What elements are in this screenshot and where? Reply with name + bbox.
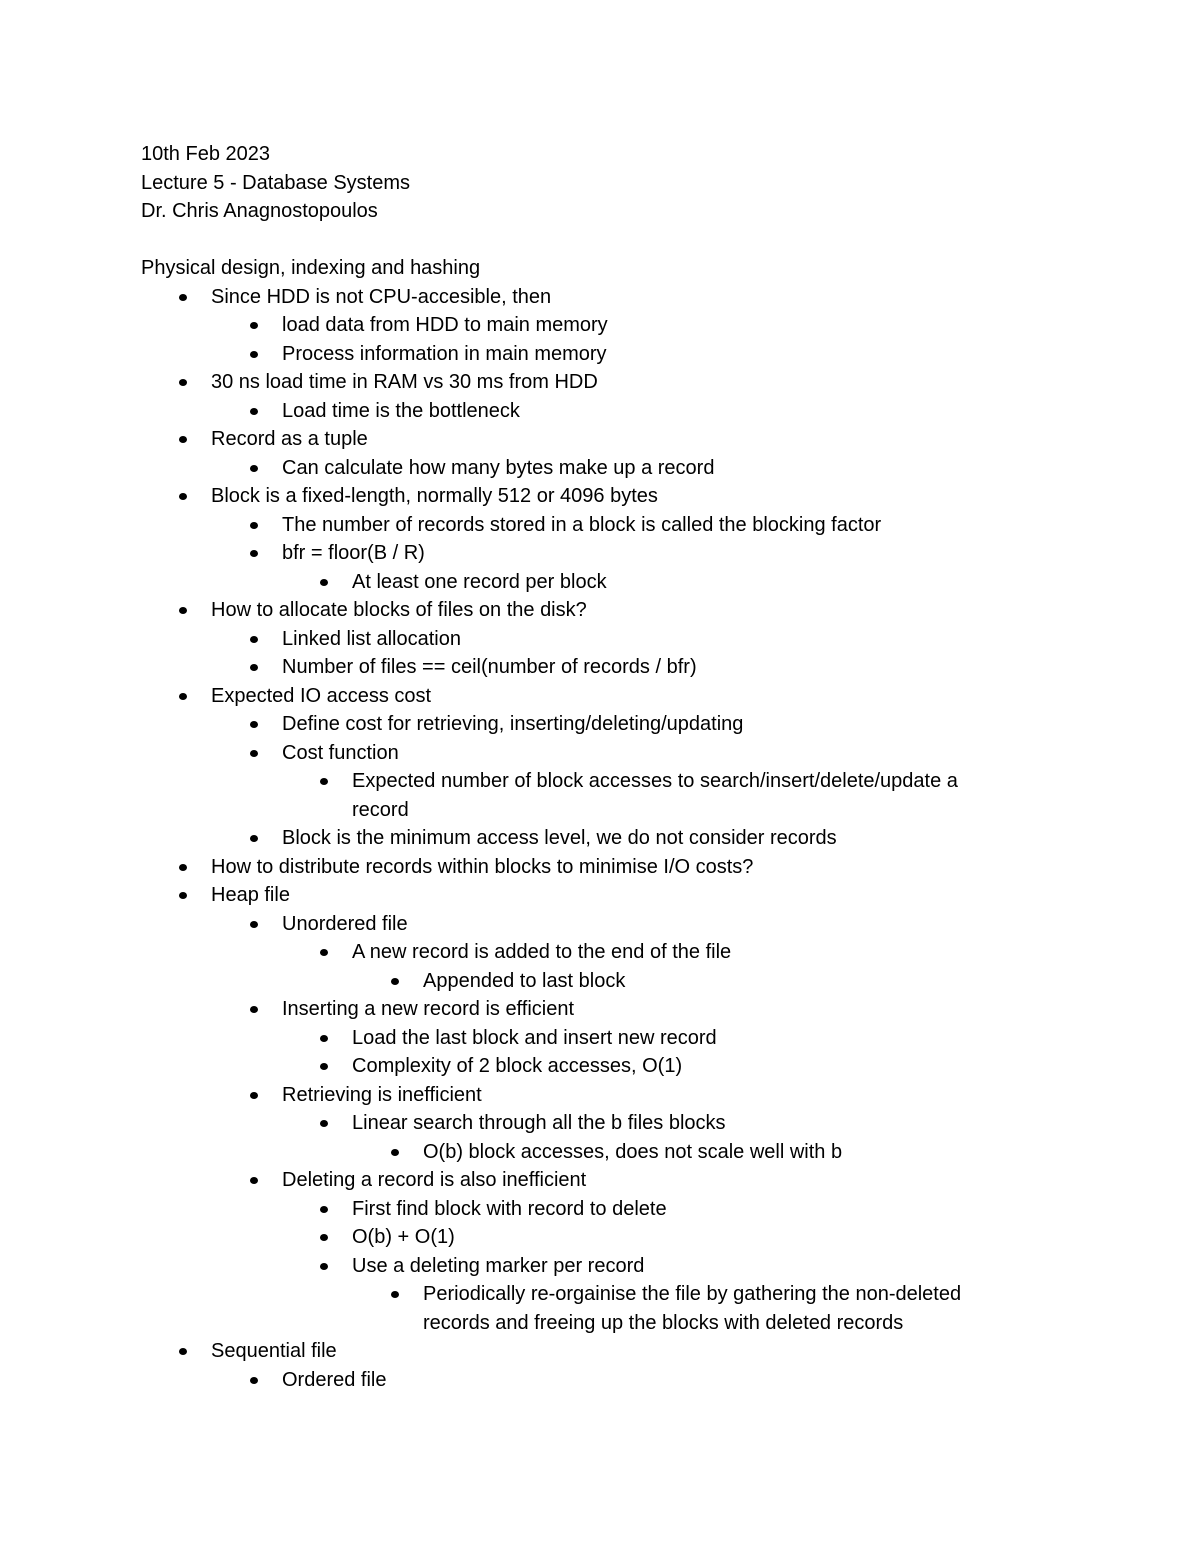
bullet-icon — [250, 835, 258, 842]
list-item-text: Unordered file — [282, 912, 408, 935]
list-item-text: Complexity of 2 block accesses, O(1) — [352, 1055, 683, 1077]
list-item — [141, 1109, 1041, 1138]
list-item-text: First find block with record to delete — [352, 1197, 667, 1220]
list-item — [141, 397, 1041, 426]
bullet-icon — [179, 493, 187, 500]
bullet-icon — [320, 1206, 328, 1213]
list-item — [141, 1337, 1041, 1366]
list-item-text: Linear search through all the b files blocks — [352, 1112, 726, 1134]
bullet-icon — [250, 408, 258, 415]
bullet-icon — [179, 379, 187, 386]
document-page — [141, 140, 1041, 1394]
bullet-icon — [250, 550, 258, 557]
list-item-text: O(b) + O(1) — [352, 1226, 455, 1248]
list-item-text: Load the last block and insert new record — [352, 1026, 717, 1049]
bullet-icon — [320, 1234, 328, 1241]
bullet-icon — [179, 607, 187, 614]
bullet-icon — [320, 579, 328, 586]
list-item — [141, 1195, 1041, 1224]
list-item-text: Ordered file — [282, 1368, 387, 1391]
list-item-text: Define cost for retrieving, inserting/deleting/updating — [282, 713, 744, 735]
list-item-text: 30 ns load time in RAM vs 30 ms from HDD — [211, 371, 598, 393]
bullet-icon — [179, 1348, 187, 1355]
list-item-text: How to distribute records within blocks to minimise I/O costs? — [211, 855, 754, 878]
list-item-text: Since HDD is not CPU-accesible, then — [211, 285, 552, 308]
list-item — [141, 283, 1041, 312]
list-item — [141, 625, 1041, 654]
bullet-icon — [250, 322, 258, 329]
bullet-icon — [179, 294, 187, 301]
bullet-icon — [179, 436, 187, 443]
bullet-icon — [250, 1377, 258, 1384]
list-item — [141, 824, 1041, 853]
bullet-icon — [179, 892, 187, 899]
list-item-text: Process information in main memory — [282, 342, 607, 365]
bullet-icon — [320, 1263, 328, 1270]
list-item-text: Use a deleting marker per record — [352, 1254, 645, 1277]
list-item-text: Number of files == ceil(number of records / bfr) — [282, 656, 697, 678]
list-item — [141, 653, 1041, 682]
list-item — [141, 682, 1041, 711]
list-item-text: Can calculate how many bytes make up a record — [282, 456, 715, 479]
bullet-icon — [320, 778, 328, 785]
list-item — [141, 767, 1041, 824]
list-item — [141, 938, 1041, 967]
list-item — [141, 881, 1041, 910]
bullet-icon — [250, 1092, 258, 1099]
list-item — [141, 482, 1041, 511]
list-item — [141, 539, 1041, 568]
bullet-icon — [250, 1177, 258, 1184]
bullet-icon — [320, 1035, 328, 1042]
list-item — [141, 568, 1041, 597]
blank-line — [141, 226, 1041, 255]
list-item — [141, 454, 1041, 483]
list-item-text: Deleting a record is also inefficient — [282, 1169, 587, 1191]
list-item — [141, 368, 1041, 397]
list-item — [141, 995, 1041, 1024]
list-item-text: bfr = floor(B / R) — [282, 542, 425, 564]
list-item-text: Heap file — [211, 884, 290, 906]
list-item-text: At least one record per block — [352, 570, 607, 593]
list-item-text: load data from HDD to main memory — [282, 314, 608, 336]
bullet-icon — [250, 636, 258, 643]
list-item — [141, 710, 1041, 739]
bullet-icon — [250, 664, 258, 671]
bullet-outline — [141, 283, 1041, 1395]
list-item-text: How to allocate blocks of files on the disk? — [211, 599, 587, 621]
bullet-icon — [391, 1149, 399, 1156]
list-item-text: Appended to last block — [423, 969, 626, 992]
list-item — [141, 1280, 1041, 1337]
list-item — [141, 1024, 1041, 1053]
bullet-icon — [320, 1063, 328, 1070]
bullet-icon — [250, 750, 258, 757]
bullet-icon — [320, 949, 328, 956]
bullet-icon — [250, 721, 258, 728]
lecture-title: Lecture 5 - Database Systems — [141, 171, 411, 194]
section-title: Physical design, indexing and hashing — [141, 257, 481, 279]
list-item-text: The number of records stored in a block is called the blocking factor — [282, 513, 882, 536]
list-item-text: Load time is the bottleneck — [282, 399, 520, 422]
list-item-text: Inserting a new record is efficient — [282, 998, 575, 1020]
lecturer-name: Dr. Chris Anagnostopoulos — [141, 200, 378, 222]
list-item-text: Expected number of block accesses to search/insert/delete/update a record — [352, 770, 958, 821]
list-item-text: Retrieving is inefficient — [282, 1083, 482, 1106]
list-item — [141, 1138, 1041, 1167]
bullet-icon — [250, 1006, 258, 1013]
list-item-text: Block is the minimum access level, we do not consider records — [282, 827, 837, 849]
list-item — [141, 967, 1041, 996]
list-item-text: Cost function — [282, 741, 399, 764]
list-item — [141, 1252, 1041, 1281]
bullet-icon — [391, 978, 399, 985]
list-item-text: Sequential file — [211, 1340, 337, 1362]
list-item-text: Record as a tuple — [211, 428, 368, 450]
list-item — [141, 910, 1041, 939]
list-item — [141, 1223, 1041, 1252]
bullet-icon — [250, 522, 258, 529]
bullet-icon — [250, 351, 258, 358]
list-item — [141, 1166, 1041, 1195]
list-item — [141, 1052, 1041, 1081]
bullet-icon — [179, 693, 187, 700]
list-item — [141, 311, 1041, 340]
date-line: 10th Feb 2023 — [141, 143, 270, 165]
bullet-icon — [250, 465, 258, 472]
list-item-text: A new record is added to the end of the file — [352, 941, 732, 963]
bullet-icon — [391, 1291, 399, 1298]
list-item — [141, 340, 1041, 369]
list-item-text: Expected IO access cost — [211, 684, 432, 707]
list-item-text: Block is a fixed-length, normally 512 or 4096 bytes — [211, 485, 658, 507]
list-item — [141, 853, 1041, 882]
list-item — [141, 1366, 1041, 1395]
bullet-icon — [250, 921, 258, 928]
list-item-text: O(b) block accesses, does not scale well with b — [423, 1140, 843, 1163]
list-item — [141, 1081, 1041, 1110]
list-item-text: Periodically re-orgainise the file by gathering the non-deleted records and freeing up the blocks with deleted records — [423, 1283, 962, 1334]
list-item — [141, 596, 1041, 625]
list-item — [141, 511, 1041, 540]
list-item — [141, 739, 1041, 768]
bullet-icon — [320, 1120, 328, 1127]
list-item — [141, 425, 1041, 454]
list-item-text: Linked list allocation — [282, 627, 461, 650]
bullet-icon — [179, 864, 187, 871]
